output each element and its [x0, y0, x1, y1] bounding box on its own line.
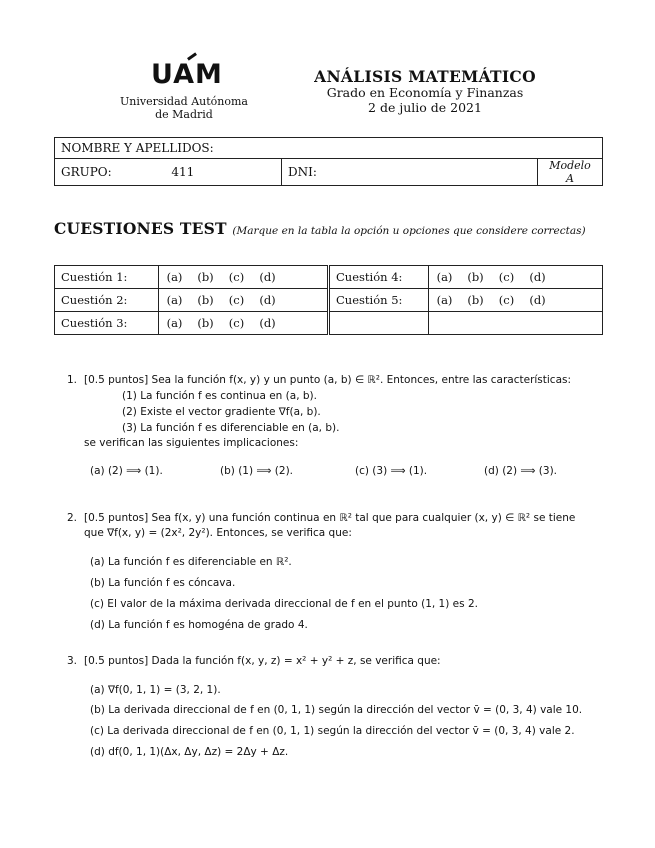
question-1-option-c[interactable]: (c) (3) ⟹ (1). — [355, 465, 428, 477]
empty-cell — [329, 312, 429, 335]
answer-row — [55, 312, 603, 335]
option-d-checkbox[interactable]: (d) — [259, 293, 276, 307]
option-c-checkbox[interactable]: (c) — [498, 293, 515, 307]
question-1-stem: 1. [0.5 puntos] Sea la función f(x, y) y un punto (a, b) ∈ ℝ². Entonces, entre las características: — [67, 374, 572, 386]
answer-row — [55, 289, 603, 312]
option-c-checkbox[interactable]: (c) — [228, 270, 245, 284]
option-a-checkbox[interactable]: (a) — [166, 293, 183, 307]
option-b-checkbox[interactable]: (b) — [467, 293, 484, 307]
question-1-item: (1) La función f es continua en (a, b). — [122, 390, 317, 402]
option-a-checkbox[interactable]: (a) — [166, 316, 183, 330]
question-1-option-a[interactable]: (a) (2) ⟹ (1). — [90, 465, 163, 477]
answer-options-q4 — [429, 266, 603, 289]
question-label: Cuestión 5: — [329, 289, 429, 312]
question-3-option-b[interactable]: (b) La derivada direccional de f en (0, 1, 1) según la dirección del vector v̄ = (0, 3, 4) vale 10. — [90, 704, 583, 716]
option-d-checkbox[interactable]: (d) — [259, 316, 276, 330]
section-heading: CUESTIONES TEST (Marque en la tabla la opción u opciones que considere correctas) — [54, 219, 586, 238]
question-2-stem: 2. [0.5 puntos] Sea f(x, y) una función continua en ℝ² tal que para cualquier (x, y) ∈ ℝ² se tiene — [67, 512, 576, 524]
answer-options-q1 — [159, 266, 329, 289]
answer-row — [55, 266, 603, 289]
option-b-checkbox[interactable]: (b) — [197, 316, 214, 330]
uam-logo: UAM — [151, 59, 223, 90]
answer-options-q3 — [159, 312, 329, 335]
exam-title-block — [305, 68, 545, 115]
option-b-checkbox[interactable]: (b) — [197, 270, 214, 284]
option-a-checkbox[interactable]: (a) — [436, 293, 453, 307]
option-a-checkbox[interactable]: (a) — [436, 270, 453, 284]
group-field[interactable]: GRUPO: 411 — [55, 159, 282, 186]
question-3-option-d[interactable]: (d) df(0, 1, 1)(Δx, Δy, Δz) = 2Δy + Δz. — [90, 746, 289, 758]
question-1-follow: se verifican las siguientes implicaciones: — [84, 437, 299, 449]
option-c-checkbox[interactable]: (c) — [228, 316, 245, 330]
question-1-option-d[interactable]: (d) (2) ⟹ (3). — [484, 465, 558, 477]
question-1-item: (3) La función f es diferenciable en (a, b). — [122, 422, 340, 434]
model-label: Modelo A — [538, 159, 603, 186]
university-name: Universidad Autónoma de Madrid — [120, 95, 248, 121]
exam-date: 2 de julio de 2021 — [368, 100, 482, 115]
question-2-option-a[interactable]: (a) La función f es diferenciable en ℝ². — [90, 556, 292, 568]
group-value: 411 — [171, 165, 195, 179]
question-3-option-c[interactable]: (c) La derivada direccional de f en (0, 1, 1) según la dirección del vector v̄ = (0, 3, 4) vale 2. — [90, 725, 575, 737]
answer-table — [54, 265, 603, 335]
answer-options-q5 — [429, 289, 603, 312]
dni-field[interactable]: DNI: — [282, 159, 538, 186]
question-label: Cuestión 3: — [55, 312, 159, 335]
section-instructions: (Marque en la tabla la opción u opciones que considere correctas) — [232, 225, 586, 237]
option-c-checkbox[interactable]: (c) — [228, 293, 245, 307]
question-3-stem: 3. [0.5 puntos] Dada la función f(x, y, z) = x² + y² + z, se verifica que: — [67, 655, 441, 667]
exam-title: ANÁLISIS MATEMÁTICO — [314, 67, 536, 86]
identification-table — [54, 137, 603, 186]
name-field[interactable]: NOMBRE Y APELLIDOS: — [55, 138, 603, 159]
empty-cell — [429, 312, 603, 335]
question-2-option-c[interactable]: (c) El valor de la máxima derivada direccional de f en el punto (1, 1) es 2. — [90, 598, 478, 610]
option-d-checkbox[interactable]: (d) — [529, 270, 546, 284]
option-b-checkbox[interactable]: (b) — [467, 270, 484, 284]
option-d-checkbox[interactable]: (d) — [259, 270, 276, 284]
question-2-option-b[interactable]: (b) La función f es cóncava. — [90, 577, 236, 589]
answer-options-q2 — [159, 289, 329, 312]
question-1-option-b[interactable]: (b) (1) ⟹ (2). — [220, 465, 294, 477]
question-3-option-a[interactable]: (a) ∇f(0, 1, 1) = (3, 2, 1). — [90, 684, 221, 696]
question-2-option-d[interactable]: (d) La función f es homogéna de grado 4. — [90, 619, 308, 631]
question-label: Cuestión 4: — [329, 266, 429, 289]
question-label: Cuestión 1: — [55, 266, 159, 289]
option-c-checkbox[interactable]: (c) — [498, 270, 515, 284]
question-2-stem-cont: que ∇f(x, y) = (2x², 2y²). Entonces, se verifica que: — [84, 527, 352, 539]
option-b-checkbox[interactable]: (b) — [197, 293, 214, 307]
question-label: Cuestión 2: — [55, 289, 159, 312]
course-name: Grado en Economía y Finanzas — [326, 85, 524, 100]
option-a-checkbox[interactable]: (a) — [166, 270, 183, 284]
question-1-item: (2) Existe el vector gradiente ∇f(a, b). — [122, 406, 321, 418]
option-d-checkbox[interactable]: (d) — [529, 293, 546, 307]
